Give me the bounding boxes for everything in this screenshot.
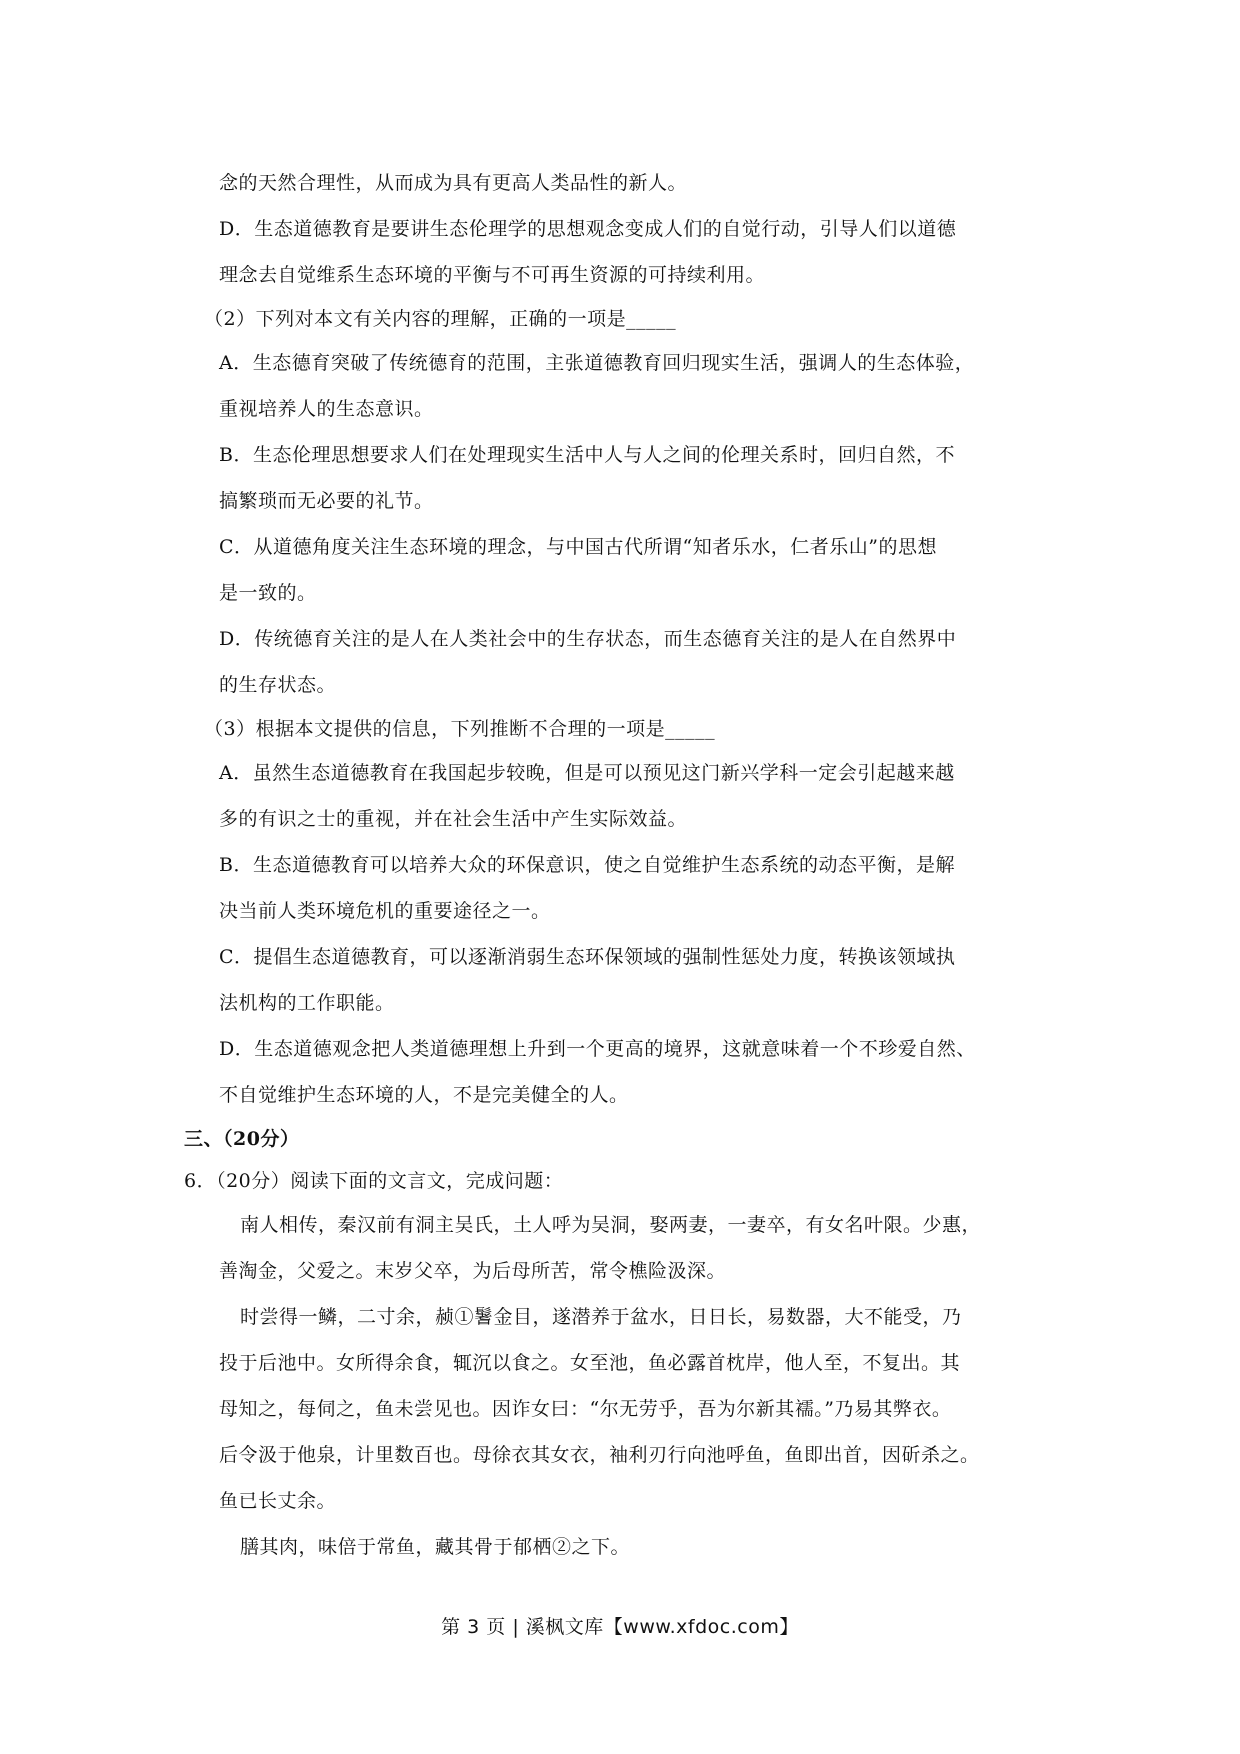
text-line: 决当前人类环境危机的重要途径之一。 — [219, 900, 551, 922]
option-line: D．生态道德观念把人类道德理想上升到一个更高的境界，这就意味着一个不珍爱自然、 — [219, 1038, 976, 1060]
passage-line: 母知之，每伺之，鱼未尝见也。因诈女曰：“尔无劳乎，吾为尔新其襦。”乃易其弊衣。 — [219, 1398, 952, 1420]
option-line: D．传统德育关注的是人在人类社会中的生存状态，而生态德育关注的是人在自然界中 — [219, 628, 957, 650]
option-line: A．虽然生态道德教育在我国起步较晚，但是可以预见这门新兴学科一定会引起越来越 — [219, 762, 955, 784]
text-line: 法机构的工作职能。 — [219, 992, 395, 1014]
text-line: 多的有识之士的重视，并在社会生活中产生实际效益。 — [219, 808, 688, 830]
option-line: D．生态道德教育是要讲生态伦理学的思想观念变成人们的自觉行动，引导人们以道德 — [219, 218, 957, 240]
option-line: C．提倡生态道德教育，可以逐渐消弱生态环保领域的强制性惩处力度，转换该领域执 — [219, 946, 956, 968]
question-line: （3）根据本文提供的信息，下列推断不合理的一项是_____ — [204, 718, 716, 740]
option-line: B．生态伦理思想要求人们在处理现实生活中人与人之间的伦理关系时，回归自然，不 — [219, 444, 955, 466]
text-line: 重视培养人的生态意识。 — [219, 398, 434, 420]
passage-line: 膳其肉，味倍于常鱼，藏其骨于郁栖②之下。 — [240, 1536, 631, 1558]
option-line: A．生态德育突破了传统德育的范围，主张道德教育回归现实生活，强调人的生态体验， — [219, 352, 975, 374]
question-line: （2）下列对本文有关内容的理解，正确的一项是_____ — [204, 308, 677, 330]
text-line: 理念去自觉维系生态环境的平衡与不可再生资源的可持续利用。 — [219, 264, 766, 286]
document-body — [184, 160, 1064, 1570]
passage-line: 鱼已长丈余。 — [219, 1490, 337, 1512]
passage-line: 南人相传，秦汉前有洞主吴氏，土人呼为吴洞，娶两妻，一妻卒，有女名叶限。少惠， — [240, 1214, 982, 1236]
passage-line: 后令汲于他泉，计里数百也。母徐衣其女衣，袖利刃行向池呼鱼，鱼即出首，因斫杀之。 — [219, 1444, 980, 1466]
passage-line: 投于后池中。女所得余食，辄沉以食之。女至池，鱼必露首枕岸，他人至，不复出。其 — [219, 1352, 961, 1374]
question-heading: 6．（20分）阅读下面的文言文，完成问题： — [184, 1170, 564, 1192]
text-line: 不自觉维护生态环境的人，不是完美健全的人。 — [219, 1084, 629, 1106]
option-line: C．从道德角度关注生态环境的理念，与中国古代所谓“知者乐水，仁者乐山”的思想 — [219, 536, 937, 558]
text-line: 的生存状态。 — [219, 674, 337, 696]
section-heading: 三、（20分） — [184, 1128, 300, 1150]
passage-line: 善淘金，父爱之。末岁父卒，为后母所苦，常令樵险汲深。 — [219, 1260, 727, 1282]
page-footer: 第 3 页 | 溪枫文库【www.xfdoc.com】 — [441, 1616, 799, 1638]
text-line: 是一致的。 — [219, 582, 317, 604]
passage-line: 时尝得一鳞，二寸余，赪①鬐金目，遂潜养于盆水，日日长，易数器，大不能受，乃 — [240, 1306, 962, 1328]
text-line: 念的天然合理性，从而成为具有更高人类品性的新人。 — [219, 172, 688, 194]
option-line: B．生态道德教育可以培养大众的环保意识，使之自觉维护生态系统的动态平衡，是解 — [219, 854, 955, 876]
text-line: 搞繁琐而无必要的礼节。 — [219, 490, 434, 512]
